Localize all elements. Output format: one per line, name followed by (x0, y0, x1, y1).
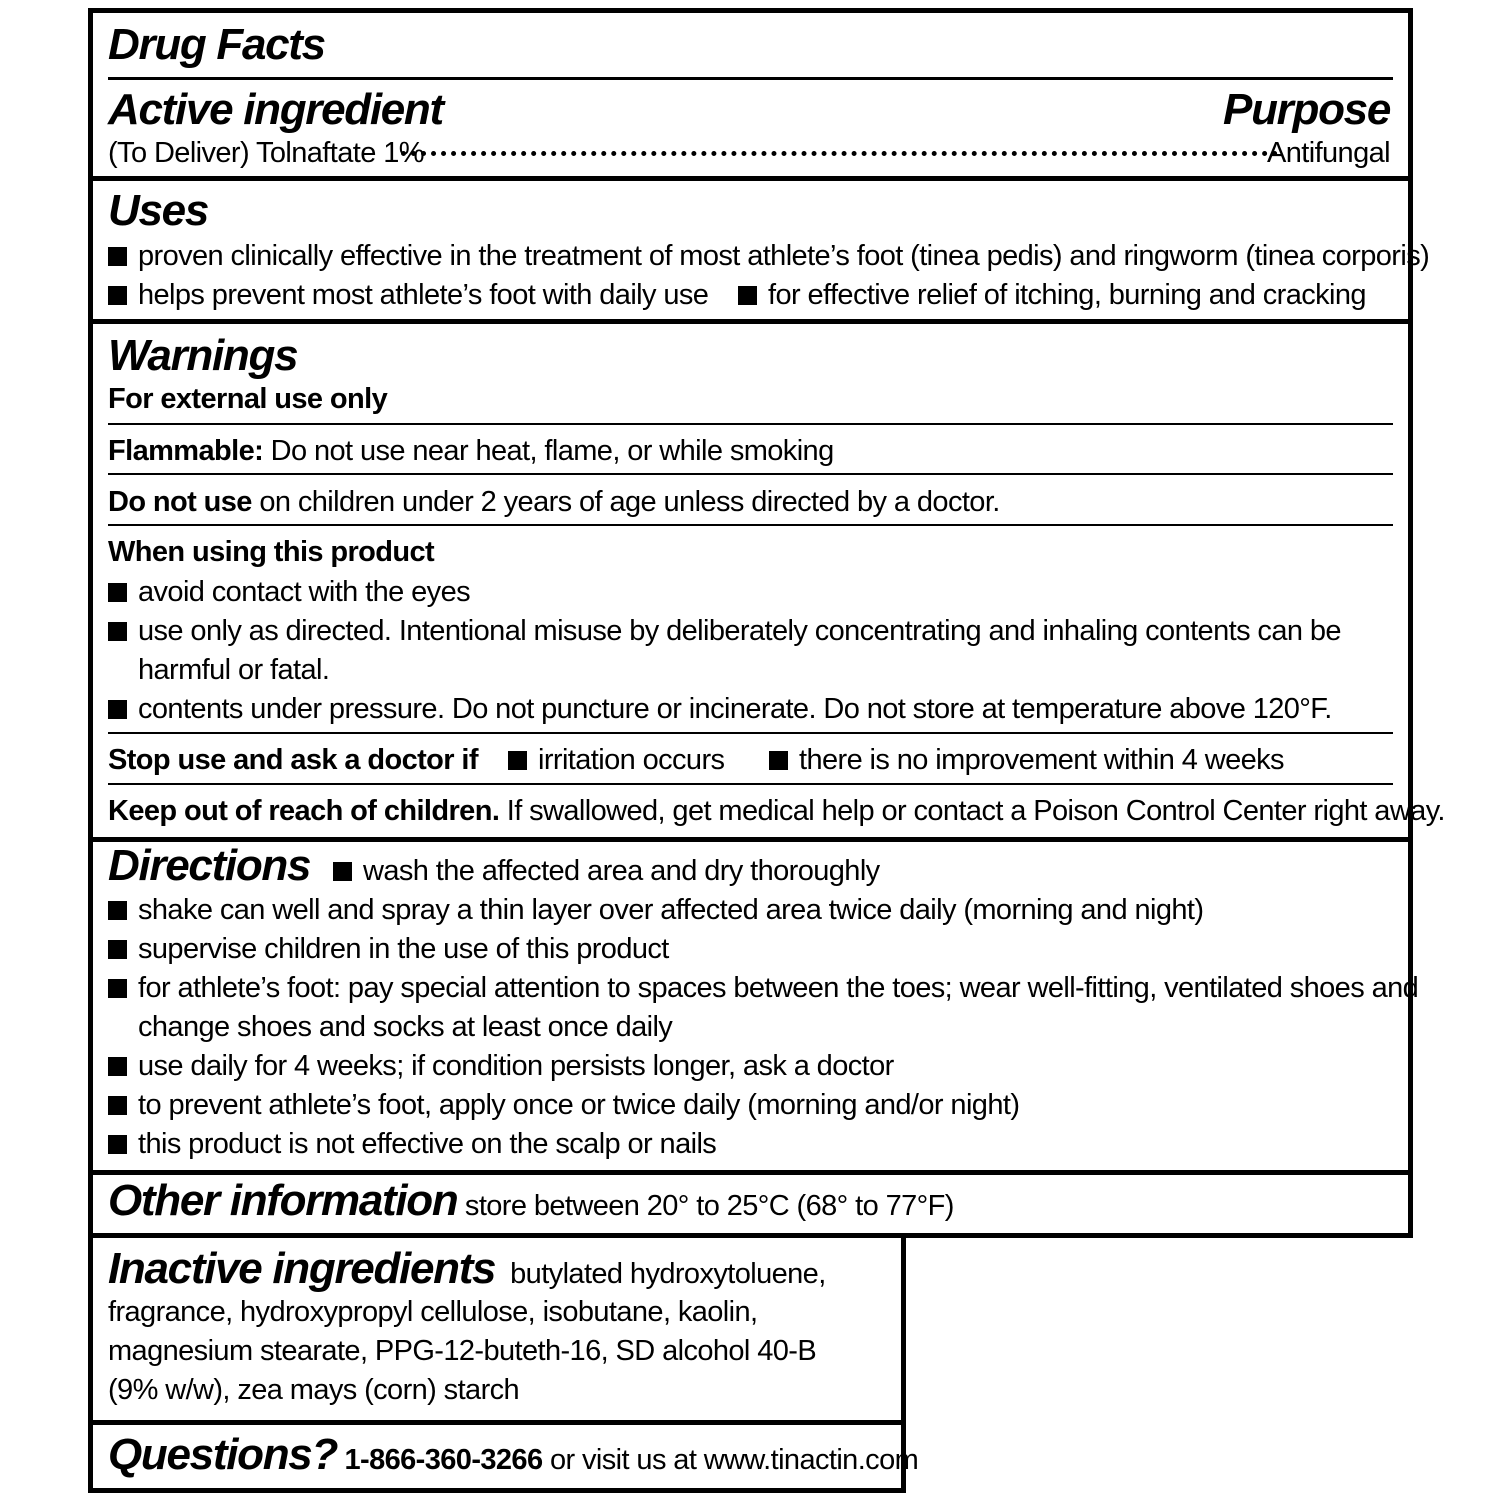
warning-divider (108, 732, 1393, 734)
inactive-ingredients-text: (9% w/w), zea mays (corn) starch (108, 1374, 520, 1406)
inactive-first-line: Inactive ingredients butylated hydroxytoluene, (108, 1244, 826, 1293)
bullet-icon (508, 751, 527, 770)
other-information-line (108, 1176, 954, 1231)
bullet-icon (108, 1135, 127, 1154)
stop-use-heading: Stop use and ask a doctor if (108, 744, 478, 776)
bullet-icon (108, 901, 127, 920)
bullet-icon (108, 1096, 127, 1115)
inactive-ingredients-section (93, 1238, 901, 1425)
title-divider (108, 77, 1393, 80)
warning-divider (108, 524, 1393, 526)
list-item: this product is not effective on the scalp or nails (108, 1126, 716, 1162)
bullet-icon (108, 622, 127, 641)
list-item: wash the affected area and dry thoroughly (333, 853, 880, 889)
inactive-ingredients-text: magnesium stearate, PPG-12-buteth-16, SD alcohol 40-B (108, 1335, 817, 1367)
bullet-icon (108, 286, 127, 305)
other-information-section (93, 1170, 1408, 1233)
flammable-warning: Flammable: Do not use near heat, flame, or while smoking (108, 435, 834, 467)
directions-heading: Directions (108, 841, 311, 890)
uses-heading: Uses (108, 186, 208, 235)
website-text: or visit us at www.tinactin.com (549, 1444, 919, 1476)
list-item: irritation occurs (508, 742, 724, 778)
list-item: helps prevent most athlete’s foot with daily use (108, 277, 708, 313)
questions-heading: Questions? (108, 1430, 338, 1479)
other-information-text: store between 20° to 25°C (68° to 77°F) (464, 1190, 954, 1222)
purpose-text: Antifungal (1267, 137, 1390, 169)
list-item: avoid contact with the eyes (108, 574, 470, 610)
inactive-ingredients-heading: Inactive ingredients (108, 1244, 496, 1293)
warning-divider (108, 783, 1393, 785)
purpose-heading: Purpose (1223, 85, 1390, 134)
list-item: there is no improvement within 4 weeks (769, 742, 1284, 778)
other-information-heading: Other information (108, 1176, 458, 1225)
active-ingredient-text: (To Deliver) Tolnaftate 1% (108, 137, 424, 169)
uses-section (93, 176, 1430, 324)
keep-out-of-reach-warning: Keep out of reach of children. If swallowed, get medical help or contact a Poison Control Center right away. (108, 795, 1445, 827)
list-item: contents under pressure. Do not puncture or incinerate. Do not store at temperature above 120°F. (108, 691, 1332, 727)
warning-divider (108, 423, 1393, 425)
list-item: to prevent athlete’s foot, apply once or twice daily (morning and/or night) (108, 1087, 1019, 1123)
active-ingredient-section (93, 13, 1408, 181)
bullet-icon (108, 700, 127, 719)
bullet-icon (108, 979, 127, 998)
bullet-icon (769, 751, 788, 770)
list-item: proven clinically effective in the treatment of most athlete’s foot (tinea pedis) and ringworm (tinea corporis) (108, 238, 1429, 274)
bullet-icon (108, 940, 127, 959)
bullet-icon (108, 247, 127, 266)
leader-dots (401, 151, 1278, 156)
bullet-icon (333, 862, 352, 881)
when-using-heading: When using this product (108, 536, 435, 568)
phone-number[interactable]: 1-866-360-3266 (344, 1444, 543, 1476)
directions-section (93, 837, 1419, 1175)
external-use-text: For external use only (108, 383, 388, 415)
questions-line (108, 1430, 918, 1485)
list-item: for athlete’s foot: pay special attention to spaces between the toes; wear well-fitting, ventilated shoes and (108, 970, 1418, 1006)
list-item: shake can well and spray a thin layer over affected area twice daily (morning and night) (108, 892, 1203, 928)
list-item: use only as directed. Intentional misuse by deliberately concentrating and inhaling contents can be (108, 613, 1341, 649)
drug-facts-panel (88, 8, 1445, 1238)
inactive-questions-panel (88, 1233, 919, 1493)
inactive-ingredients-text: fragrance, hydroxypropyl cellulose, isobutane, kaolin, (108, 1296, 758, 1328)
warning-divider (108, 473, 1393, 475)
questions-section (93, 1420, 919, 1488)
bullet-icon (738, 286, 757, 305)
list-item-continued: harmful or fatal. (138, 654, 330, 686)
bullet-icon (108, 1057, 127, 1076)
do-not-use-warning: Do not use on children under 2 years of age unless directed by a doctor. (108, 486, 1000, 518)
bullet-icon (108, 583, 127, 602)
list-item: for effective relief of itching, burning and cracking (738, 277, 1366, 313)
list-item: use daily for 4 weeks; if condition persists longer, ask a doctor (108, 1048, 894, 1084)
warnings-section (93, 319, 1445, 842)
list-item-continued: change shoes and socks at least once daily (138, 1011, 673, 1043)
warnings-heading: Warnings (108, 331, 298, 380)
drug-facts-title: Drug Facts (108, 20, 325, 69)
active-ingredient-heading: Active ingredient (108, 85, 443, 134)
list-item: supervise children in the use of this product (108, 931, 669, 967)
